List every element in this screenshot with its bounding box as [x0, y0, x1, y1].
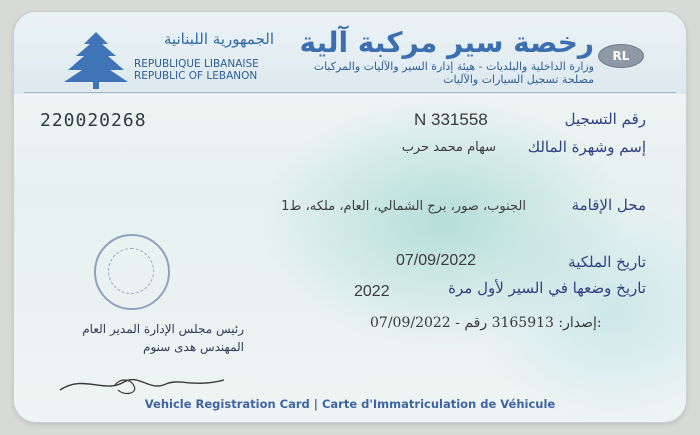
residence-value: الجنوب، صور، برج الشمالي، العام، ملكه، ط1 [281, 199, 526, 214]
reference-number: 3165913 [491, 315, 554, 331]
reference-date: 07/09/2022 [370, 315, 451, 331]
header-divider [24, 92, 676, 93]
director-name: المهندس هدى سنوم [143, 340, 244, 354]
service-name: مصلحة تسجيل السيارات والآليات [443, 73, 594, 86]
reference-line [370, 315, 602, 331]
card-number: 220020268 [40, 110, 147, 131]
stamp-inner-ring [108, 248, 154, 294]
residence-label: محل الإقامة [571, 196, 646, 214]
ministry-name: وزارة الداخلية والبلديات - هيئة إدارة السير والآليات والمركبات [313, 60, 594, 73]
official-stamp [94, 234, 170, 310]
republic-arabic: الجمهورية اللبنانية [163, 30, 274, 48]
registration-label: رقم التسجيل [564, 110, 646, 128]
ownership-date-value: 07/09/2022 [396, 252, 477, 269]
ownership-date-label: تاريخ الملكية [568, 253, 646, 271]
registration-card [14, 12, 686, 422]
director-block [82, 320, 244, 356]
issuing-authority [264, 60, 594, 86]
republic-french-english [134, 58, 284, 82]
signature [54, 364, 234, 400]
reference-label: رقم: [464, 315, 602, 331]
card-footer: Vehicle Registration Card | Carte d'Immatriculation de Véhicule [144, 397, 556, 411]
card-title: رخصة سير مركبة آلية [299, 26, 594, 59]
reference-issue-label: - إصدار: [455, 315, 597, 331]
owner-name: سهام محمد حرب [401, 140, 496, 155]
lebanese-cedar-icon [60, 30, 132, 90]
owner-label: إسم وشهرة المالك [527, 138, 646, 156]
first-use-label: تاريخ وضعها في السير لأول مرة [448, 279, 646, 297]
rl-badge: RL [598, 44, 644, 68]
first-use-value: 2022 [354, 283, 390, 300]
republic-english: REPUBLIC OF LEBANON [134, 70, 258, 82]
republic-french: REPUBLIQUE LIBANAISE [134, 58, 259, 70]
registration-number: N 331558 [414, 110, 488, 129]
director-title: رئيس مجلس الإدارة المدير العام [82, 322, 244, 336]
